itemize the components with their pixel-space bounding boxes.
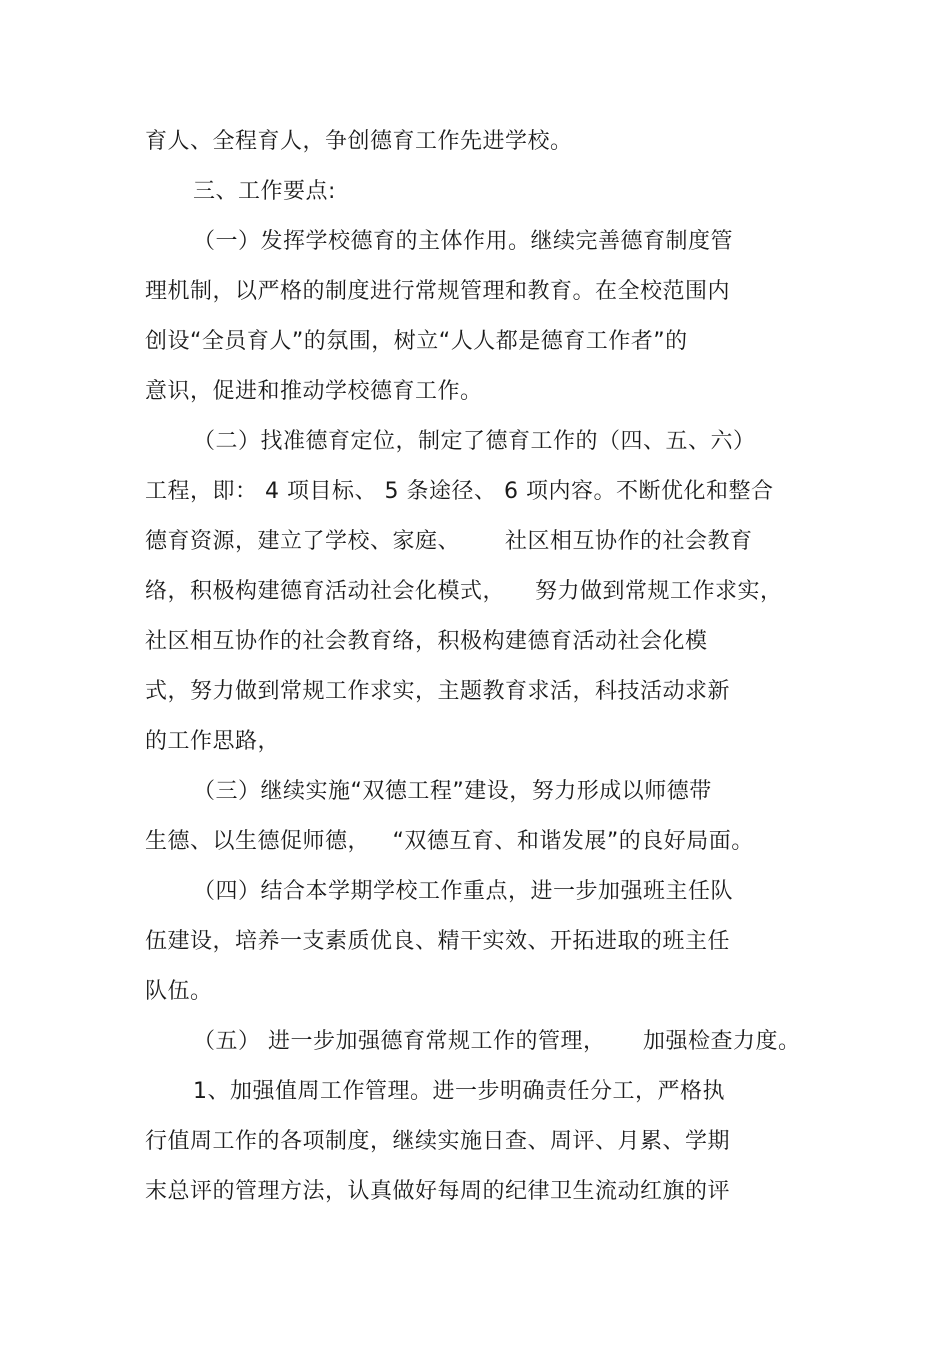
text-line: 意识，促进和推动学校德育工作。 bbox=[145, 379, 483, 404]
text-line: 理机制，以严格的制度进行常规管理和教育。在全校范围内 bbox=[145, 279, 731, 304]
text-line: 络，积极构建德育活动社会化模式， 努力做到常规工作求实， bbox=[145, 579, 783, 604]
text-line: 社区相互协作的社会教育络，积极构建德育活动社会化模 bbox=[145, 629, 708, 654]
text-line: 队伍。 bbox=[145, 979, 213, 1004]
text-line: 工程，即： 4 项目标、 5 条途径、 6 项内容。不断优化和整合 bbox=[145, 479, 774, 504]
text-line: 创设“全员育人”的氛围，树立“人人都是德育工作者”的 bbox=[145, 329, 688, 354]
text-line: 育人、全程育人，争创德育工作先进学校。 bbox=[145, 129, 573, 154]
text-line: （四）结合本学期学校工作重点，进一步加强班主任队 bbox=[193, 879, 734, 904]
text-line: 生德、以生德促师德， “双德互育、和谐发展”的良好局面。 bbox=[145, 829, 754, 854]
text-line: 式，努力做到常规工作求实，主题教育求活，科技活动求新 bbox=[145, 679, 731, 704]
text-line: （三）继续实施“双德工程”建设，努力形成以师德带 bbox=[193, 779, 712, 804]
text-line: 1、加强值周工作管理。进一步明确责任分工，严格执 bbox=[193, 1079, 725, 1104]
text-line: 行值周工作的各项制度，继续实施日查、周评、月累、学期 bbox=[145, 1129, 731, 1154]
text-line: 德育资源，建立了学校、家庭、 社区相互协作的社会教育 bbox=[145, 529, 753, 554]
text-line: （一）发挥学校德育的主体作用。继续完善德育制度管 bbox=[193, 229, 734, 254]
text-line: 的工作思路， bbox=[145, 729, 281, 754]
text-line: （五） 进一步加强德育常规工作的管理， 加强检查力度。 bbox=[193, 1029, 801, 1054]
text-line: 伍建设，培养一支素质优良、精干实效、开拓进取的班主任 bbox=[145, 929, 731, 954]
text-line: （二）找准德育定位，制定了德育工作的（四、五、六） bbox=[193, 429, 756, 454]
text-line: 末总评的管理方法，认真做好每周的纪律卫生流动红旗的评 bbox=[145, 1179, 731, 1204]
section-heading: 三、工作要点: bbox=[193, 179, 336, 204]
